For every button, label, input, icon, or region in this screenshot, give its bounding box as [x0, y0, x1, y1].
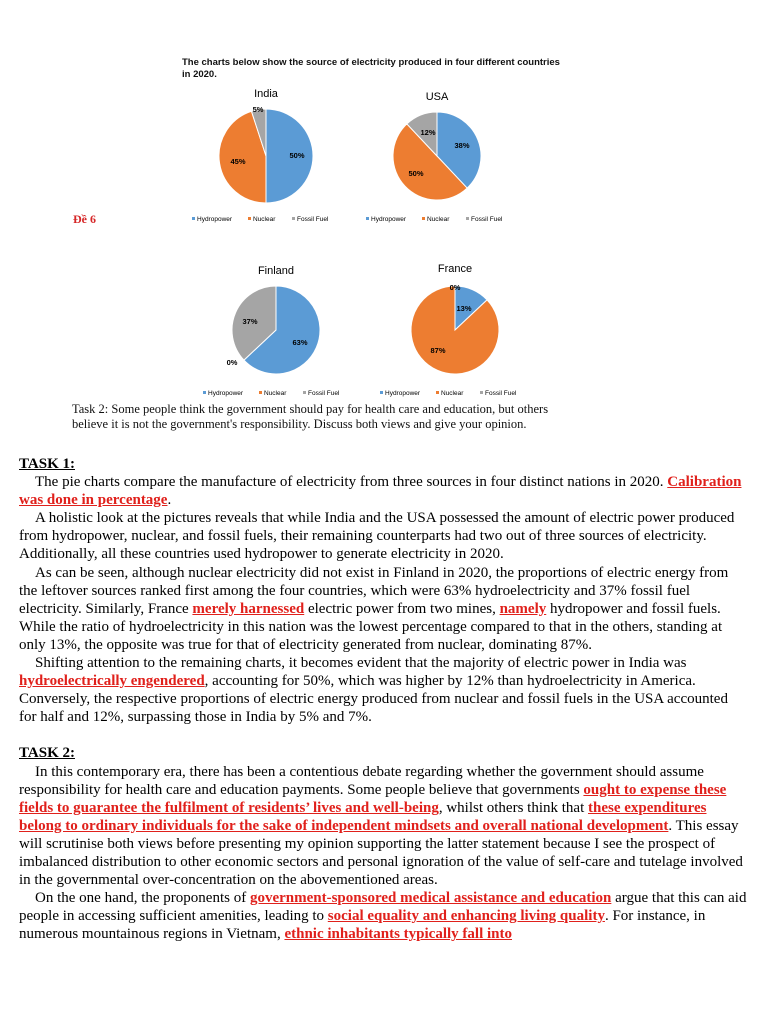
- pie-data-label: 37%: [242, 317, 258, 326]
- text: . For instance, in numerous mountainous regions in Vietnam,: [19, 908, 706, 943]
- task2-paragraph-1: [19, 763, 749, 890]
- task1-paragraph-1: [19, 473, 749, 509]
- legend-entry: Fossil Fuel: [485, 390, 517, 397]
- legend-entry: Hydropower: [385, 390, 421, 397]
- pie-data-label: 12%: [420, 128, 436, 137]
- text: In this contemporary era, there has been a contentious debate regarding whether the government should assume responsibility for health care and education payments. Some people believe that governments: [19, 763, 704, 798]
- legend-swatch: [248, 217, 251, 220]
- task2-prompt-line2: believe it is not the government's responsibility. Discuss both views and give your opinion.: [72, 417, 527, 431]
- text: hydropower and fossil fuels. While the ratio of hydroelectricity in this nation was the lowest percentage compared to that in the others, standing at only 13%, the opposite was true for that of electricity generated from nuclear, dominating 87%.: [19, 600, 723, 653]
- legend-swatch: [259, 391, 262, 394]
- text: . This essay will scrutinise both views before presenting my opinion supporting the latter statement because I see the prospect of imbalanced distribution to other economic sectors and personal ignoration of the value of self-care and tutelage involved in the governmental over-concentration on the abovementioned areas.: [19, 817, 743, 889]
- highlight: merely harnessed: [192, 600, 305, 617]
- pie-data-label: 45%: [230, 157, 246, 166]
- legend-entry: Hydropower: [371, 216, 407, 223]
- legend-entry: Fossil Fuel: [308, 390, 340, 397]
- pie-data-label: 87%: [430, 346, 446, 355]
- pie-data-label: 63%: [292, 338, 308, 347]
- text: .: [167, 492, 172, 509]
- pie-data-label: 5%: [252, 105, 264, 114]
- text: , accounting for 50%, which was higher by 12% than hydroelectricity in America. Conversely, the respective proportions of electric energy produced from nuclear and fossil fuels in the USA accounted for half and 12%, surpassing those in India by 5% and 7%.: [19, 673, 728, 726]
- highlight: Calibration was done in percentage: [19, 474, 742, 509]
- highlight: ought to expense these fields to guarantee the fulfilment of residents’ lives and well-being: [19, 781, 727, 816]
- pie-title: Finland: [257, 265, 295, 277]
- essay-body: [19, 455, 749, 943]
- highlight: namely: [499, 600, 547, 617]
- highlight: hydroelectrically engendered: [19, 673, 205, 690]
- pie-data-label: 50%: [289, 151, 305, 160]
- legend-swatch: [203, 391, 206, 394]
- legend-swatch: [192, 217, 195, 220]
- text: Shifting attention to the remaining charts, it becomes evident that the majority of electric power in India was: [35, 655, 687, 672]
- legend-swatch: [436, 391, 439, 394]
- task2-heading: TASK 2:: [19, 745, 75, 762]
- task1-paragraph-4: [19, 654, 749, 726]
- pie-title: USA: [425, 91, 449, 103]
- spacer: [19, 726, 749, 744]
- text: electric power from two mines,: [304, 600, 500, 617]
- legend-entry: Fossil Fuel: [471, 216, 503, 223]
- legend-entry: Nuclear: [253, 216, 276, 223]
- highlight: government-sponsored medical assistance and education: [249, 890, 612, 907]
- highlight: ethnic inhabitants typically fall into: [284, 926, 512, 943]
- legend-entry: Nuclear: [427, 216, 450, 223]
- legend-entry: Nuclear: [441, 390, 464, 397]
- legend-swatch: [292, 217, 295, 220]
- pie-title: France: [437, 263, 473, 275]
- text: argue that this can aid people in accessing sufficient amenities, leading to: [19, 890, 747, 925]
- legend-swatch: [380, 391, 383, 394]
- task1-paragraph-2: A holistic look at the pictures reveals that while India and the USA possessed the amount of electric power produced from hydropower, nuclear, and fossil fuels, their remaining counterparts had two out of three sources of electricity. Additionally, all these countries used hydropower to generate electricity in 2020.: [19, 510, 735, 563]
- pie-data-label: 50%: [408, 169, 424, 178]
- task2-prompt: [72, 402, 672, 432]
- legend-entry: Hydropower: [208, 390, 244, 397]
- legend-entry: Hydropower: [197, 216, 233, 223]
- legend-entry: Fossil Fuel: [297, 216, 329, 223]
- exam-number-label: Đề 6: [73, 212, 96, 226]
- pie-title: India: [254, 88, 278, 100]
- legend-swatch: [303, 391, 306, 394]
- text: The pie charts compare the manufacture of electricity from three sources in four distinct nations in 2020.: [35, 474, 664, 491]
- pie-data-label: 0%: [226, 358, 238, 367]
- legend-swatch: [480, 391, 483, 394]
- text: As can be seen, although nuclear electricity did not exist in Finland in 2020, the proportions of electric energy from the leftover sources ranked first among the four countries, which were 63% hydroelectricity and 37% fossil fuel electricity. Similarly, France: [19, 564, 729, 617]
- task2-prompt-line1: Task 2: Some people think the government should pay for health care and education, but others: [72, 402, 549, 416]
- task2-paragraph-2: [19, 889, 749, 943]
- highlight: social equality and enhancing living quality: [327, 908, 605, 925]
- task1-heading: TASK 1:: [19, 456, 75, 472]
- text: On the one hand, the proponents of: [35, 890, 250, 907]
- chart-prompt-line1: The charts below show the source of electricity produced in four different countries: [182, 57, 560, 68]
- legend-entry: Nuclear: [264, 390, 287, 397]
- legend-swatch: [366, 217, 369, 220]
- task1-paragraph-3: [19, 564, 749, 654]
- pie-data-label: 38%: [454, 141, 470, 150]
- pie-data-label: 13%: [456, 304, 472, 313]
- text: , whilst others think that: [438, 799, 589, 816]
- legend-swatch: [466, 217, 469, 220]
- highlight: these expenditures belong to ordinary individuals for the sake of independent mindsets and overall national development: [19, 799, 707, 834]
- pie-charts: [0, 0, 768, 440]
- chart-prompt-line2: in 2020.: [182, 69, 217, 80]
- pie-data-label: 0%: [449, 283, 461, 292]
- legend-swatch: [422, 217, 425, 220]
- figure-image: [0, 0, 768, 440]
